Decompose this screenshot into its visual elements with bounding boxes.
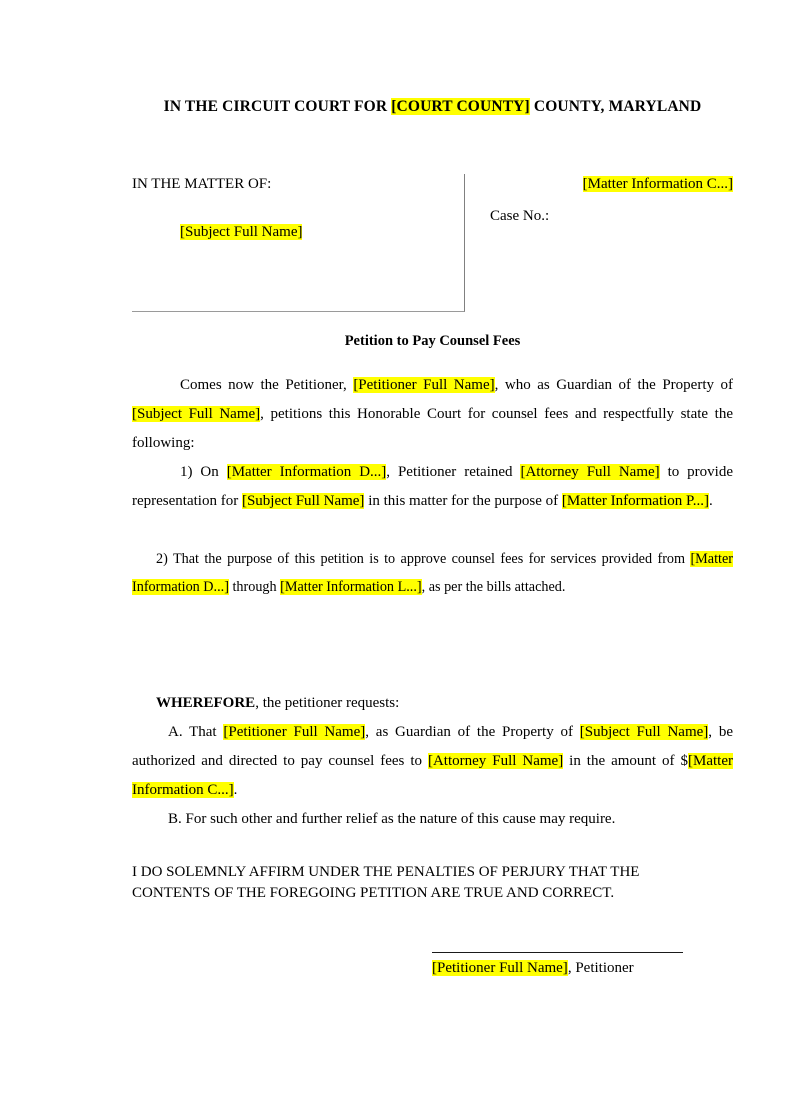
court-title-suffix: COUNTY, MARYLAND xyxy=(529,98,702,115)
matter-information-date-last-field[interactable]: [Matter Information L...] xyxy=(280,579,422,595)
comes-now-text-3: , petitions this Honorable Court for counsel fees and respectfully state the following: xyxy=(132,406,733,451)
comes-now-text-2: , who as Guardian of the Property of xyxy=(494,377,733,393)
court-title-prefix: IN THE CIRCUIT COURT FOR xyxy=(163,98,392,115)
matter-of-label: IN THE MATTER OF: xyxy=(132,176,272,192)
matter-information-date-from-field[interactable]: [Matter Information D...] xyxy=(132,551,733,595)
caption-subject-name xyxy=(180,224,302,241)
item-a-text-4: in the amount of $ xyxy=(563,753,689,769)
para-one-text-1: 1) On xyxy=(180,464,227,480)
affirmation-line-1: I DO SOLEMNLY AFFIRM UNDER THE PENALTIES OF PERJURY THAT THE xyxy=(132,864,640,880)
comes-now-text-1: Comes now the Petitioner, xyxy=(180,377,354,393)
signature-line xyxy=(432,952,683,953)
case-no-label: Case No.: xyxy=(490,208,550,224)
caption-case-id xyxy=(583,176,733,193)
attorney-full-name-field[interactable]: [Attorney Full Name] xyxy=(520,464,660,480)
paragraph-item-b: B. For such other and further relief as the nature of this cause may require. xyxy=(168,811,616,827)
matter-information-purpose-field[interactable]: [Matter Information P...] xyxy=(561,493,709,509)
para-two-text-3: , as per the bills attached. xyxy=(421,579,566,595)
item-a-text-5: . xyxy=(233,782,238,798)
subject-full-name-field[interactable]: [Subject Full Name] xyxy=(241,493,365,509)
item-a-text-3: , be authorized and directed to pay counsel fees to xyxy=(132,724,733,769)
matter-information-date-field[interactable]: [Matter Information D...] xyxy=(226,464,387,480)
paragraph-comes-now xyxy=(132,371,733,458)
petitioner-full-name-field[interactable]: [Petitioner Full Name] xyxy=(353,377,495,393)
subject-full-name-field[interactable]: [Subject Full Name] xyxy=(180,224,303,240)
paragraph-wherefore xyxy=(132,689,733,718)
court-title xyxy=(132,98,733,116)
caption-block xyxy=(132,174,733,319)
para-two-text-2: through xyxy=(228,579,281,595)
matter-information-case-field[interactable]: [Matter Information C...] xyxy=(582,176,733,192)
paragraph-item-a xyxy=(132,718,733,805)
caption-right-cell xyxy=(473,174,733,312)
caption-left-cell xyxy=(132,174,465,312)
para-one-text-5: . xyxy=(708,493,713,509)
affirmation-line-2: CONTENTS OF THE FOREGOING PETITION ARE TRUE AND CORRECT. xyxy=(132,885,615,901)
para-one-text-4: in this matter for the purpose of xyxy=(364,493,562,509)
subject-full-name-field[interactable]: [Subject Full Name] xyxy=(132,406,261,422)
petitioner-full-name-field[interactable]: [Petitioner Full Name] xyxy=(432,960,568,976)
wherefore-text: , the petitioner requests: xyxy=(255,695,400,711)
item-a-text-2: , as Guardian of the Property of xyxy=(365,724,580,740)
court-county-field[interactable]: [COURT COUNTY] xyxy=(391,98,530,115)
attorney-full-name-field[interactable]: [Attorney Full Name] xyxy=(427,753,564,769)
affirmation-block xyxy=(132,862,733,904)
document-heading: Petition to Pay Counsel Fees xyxy=(344,333,521,349)
petitioner-full-name-field[interactable]: [Petitioner Full Name] xyxy=(223,724,366,740)
wherefore-label: WHEREFORE xyxy=(156,695,256,711)
para-two-text-1: 2) That the purpose of this petition is to approve counsel fees for services provided from xyxy=(156,551,691,567)
matter-information-amount-field[interactable]: [Matter Information C...] xyxy=(132,753,733,798)
para-one-text-3: to provide representation for xyxy=(132,464,733,509)
para-one-text-2: , Petitioner retained xyxy=(386,464,521,480)
item-a-text-1: A. That xyxy=(168,724,224,740)
signature-role-suffix: , Petitioner xyxy=(567,960,634,976)
subject-full-name-field[interactable]: [Subject Full Name] xyxy=(579,724,709,740)
signature-name-block xyxy=(432,960,634,977)
paragraph-two xyxy=(132,545,733,601)
paragraph-one xyxy=(132,458,733,516)
